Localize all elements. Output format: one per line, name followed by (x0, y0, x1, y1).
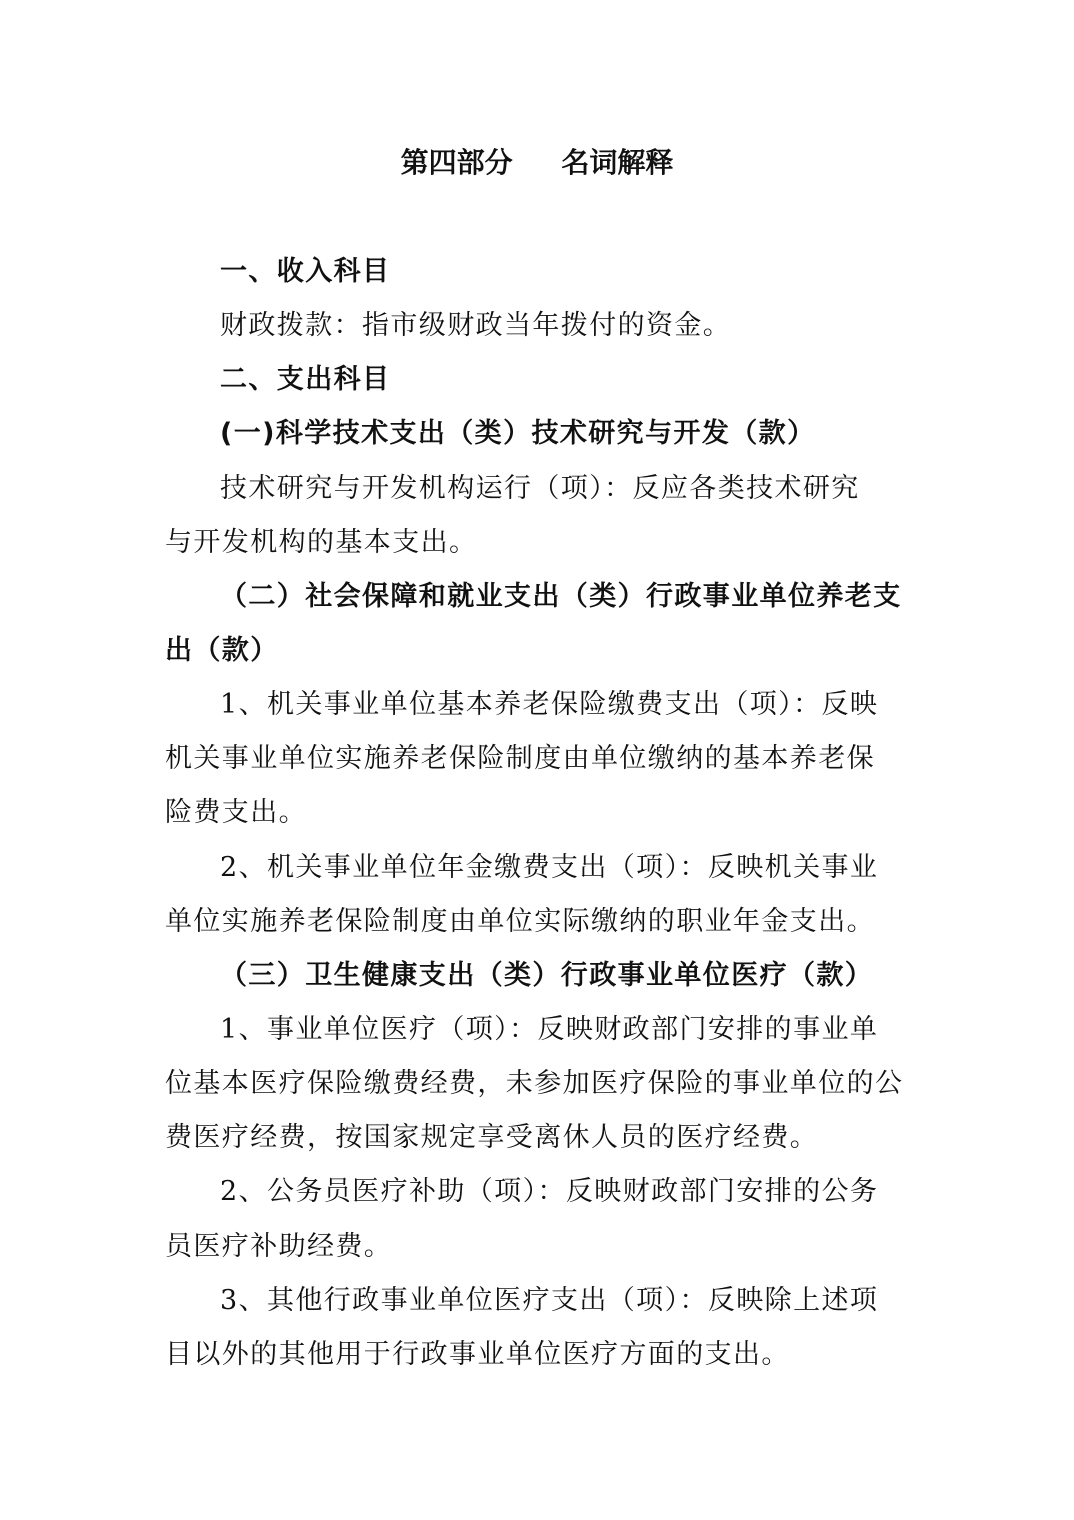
subsection-heading-science: (一)科学技术支出（类）技术研究与开发（款） (220, 418, 816, 449)
section-heading-income: 一、收入科目 (220, 256, 391, 287)
paragraph-line: 位基本医疗保险缴费经费，未参加医疗保险的事业单位的公 (165, 1068, 904, 1099)
page-title: 第四部分 名词解释 (400, 146, 674, 179)
paragraph-line: 险费支出。 (165, 797, 307, 828)
paragraph-line: 机关事业单位实施养老保险制度由单位缴纳的基本养老保 (165, 743, 875, 774)
subsection-heading-health: （三）卫生健康支出（类）行政事业单位医疗（款） (220, 960, 874, 991)
paragraph-line: 技术研究与开发机构运行（项）：反应各类技术研究 (220, 473, 860, 504)
subsection-heading-social-security-cont: 出（款） (165, 635, 279, 666)
paragraph-line: 2、公务员医疗补助（项）：反映财政部门安排的公务 (220, 1176, 879, 1207)
paragraph-line: 1、机关事业单位基本养老保险缴费支出（项）：反映 (220, 689, 879, 720)
paragraph-line: 员医疗补助经费。 (165, 1231, 393, 1262)
subsection-heading-social-security: （二）社会保障和就业支出（类）行政事业单位养老支 (220, 581, 902, 612)
paragraph-line: 单位实施养老保险制度由单位实际缴纳的职业年金支出。 (165, 906, 875, 937)
paragraph-line: 1、事业单位医疗（项）：反映财政部门安排的事业单 (220, 1014, 879, 1045)
paragraph-line: 目以外的其他用于行政事业单位医疗方面的支出。 (165, 1339, 790, 1370)
paragraph-line: 3、其他行政事业单位医疗支出（项）：反映除上述项 (220, 1285, 879, 1316)
paragraph-line: 2、机关事业单位年金缴费支出（项）：反映机关事业 (220, 852, 879, 883)
paragraph-line: 与开发机构的基本支出。 (165, 527, 478, 558)
section-heading-expenditure: 二、支出科目 (220, 364, 391, 395)
paragraph-line: 费医疗经费，按国家规定享受离休人员的医疗经费。 (165, 1122, 819, 1153)
paragraph-fiscal-allocation: 财政拨款：指市级财政当年拨付的资金。 (220, 310, 732, 341)
